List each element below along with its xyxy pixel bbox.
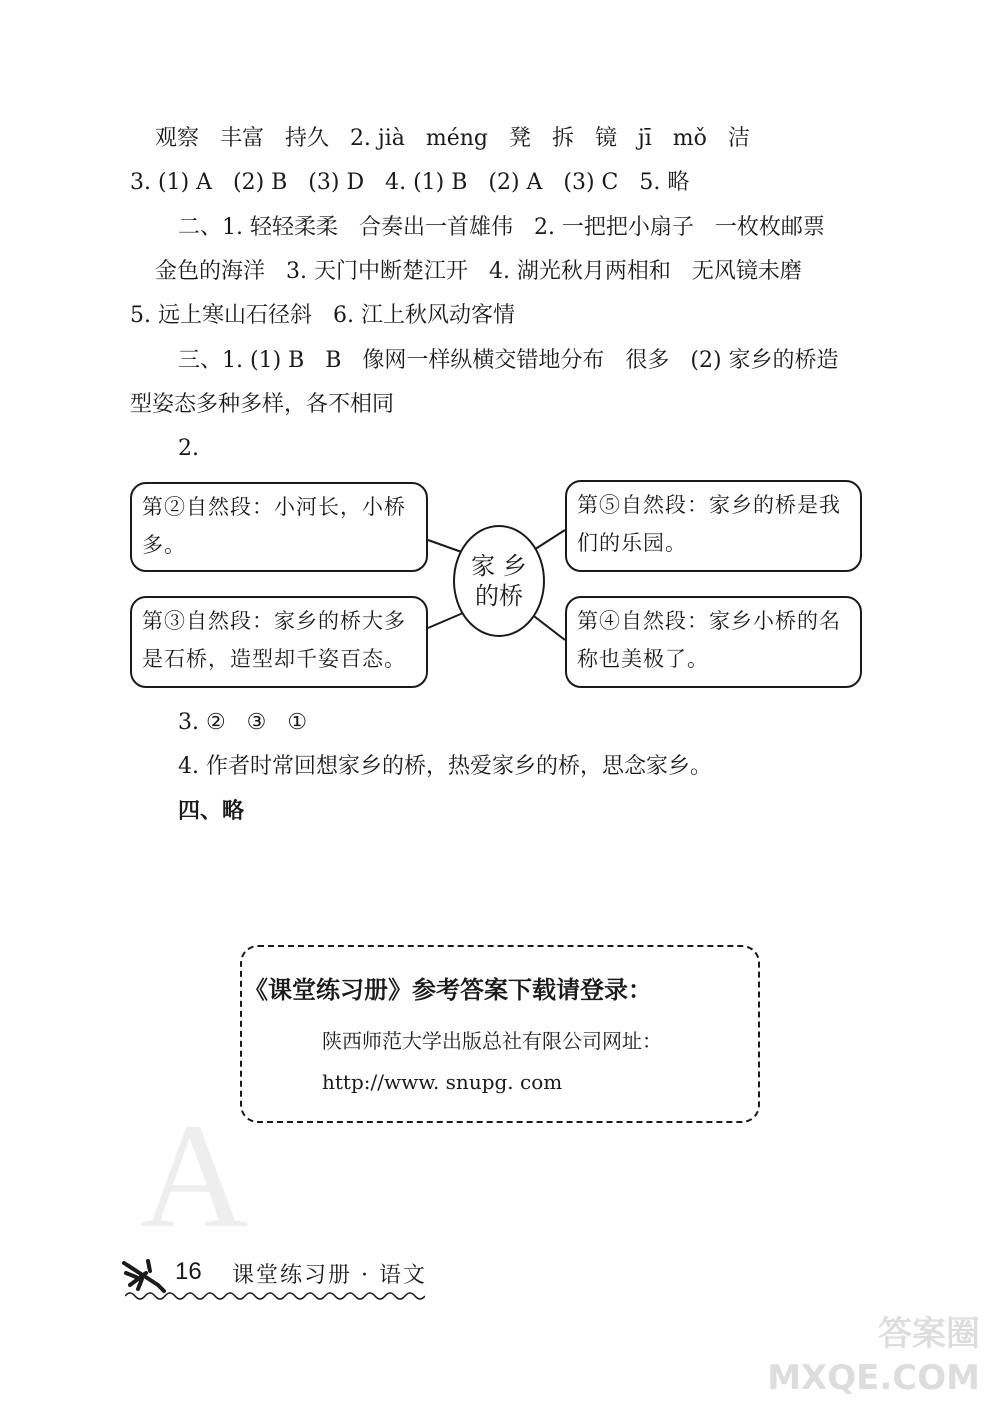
notice-title: 《课堂练习册》参考答案下载请登录： — [244, 976, 652, 1004]
answer-line-3: 二、1. 轻轻柔柔 合奏出一首雄伟 2. 一把把小扇子 一枚枚邮票 — [178, 215, 825, 240]
diagram-box-paragraph-2: 第②自然段：小河长，小桥多。 — [130, 482, 428, 572]
diagram-box-paragraph-4: 第④自然段：家乡小桥的名称也美极了。 — [565, 596, 862, 688]
wavy-underline — [125, 1290, 425, 1302]
section-letter: A — [140, 1093, 249, 1259]
diagram-center-node — [453, 525, 545, 637]
notice-url: http://www. snupg. com — [322, 1070, 563, 1094]
answer-line-5: 5. 远上寒山石径斜 6. 江上秋风动客情 — [130, 303, 515, 328]
page-number: 16 — [175, 1258, 202, 1285]
answer-line-8: 2. — [178, 436, 199, 461]
answer-line-9: 3. ② ③ ① — [178, 710, 308, 735]
diagram-box-paragraph-3: 第③自然段：家乡的桥大多是石桥，造型却千姿百态。 — [130, 596, 428, 688]
answer-line-6: 三、1. (1) B B 像网一样纵横交错地分布 很多 (2) 家乡的桥造 — [178, 348, 839, 373]
watermark-line-2: MXQE.COM — [767, 1358, 980, 1398]
answer-line-2: 3. (1) A (2) B (3) D 4. (1) B (2) A (3) C 5. 略 — [130, 170, 690, 195]
airplane-icon — [118, 1255, 168, 1295]
book-title: 课堂练习册 · 语文 — [232, 1263, 427, 1288]
answer-line-10: 4. 作者时常回想家乡的桥，热爱家乡的桥，思念家乡。 — [178, 754, 712, 779]
notice-publisher: 陕西师范大学出版总社有限公司网址： — [322, 1029, 662, 1053]
watermark — [767, 1312, 980, 1400]
center-label-line-1: 家 乡 — [471, 552, 527, 580]
watermark-line-1: 答案圈 — [878, 1314, 980, 1354]
answer-line-1: 观察 丰富 持久 2. jià méng 凳 拆 镜 jī mǒ 洁 — [155, 126, 750, 151]
center-label-line-2: 的桥 — [474, 582, 523, 610]
diagram-box-paragraph-5: 第⑤自然段：家乡的桥是我们的乐园。 — [565, 480, 862, 572]
answer-line-4: 金色的海洋 3. 天门中断楚江开 4. 湖光秋月两相和 无风镜未磨 — [155, 259, 802, 284]
answer-line-11: 四、略 — [178, 798, 245, 824]
answer-line-7: 型姿态多种多样，各不相同 — [130, 392, 395, 417]
